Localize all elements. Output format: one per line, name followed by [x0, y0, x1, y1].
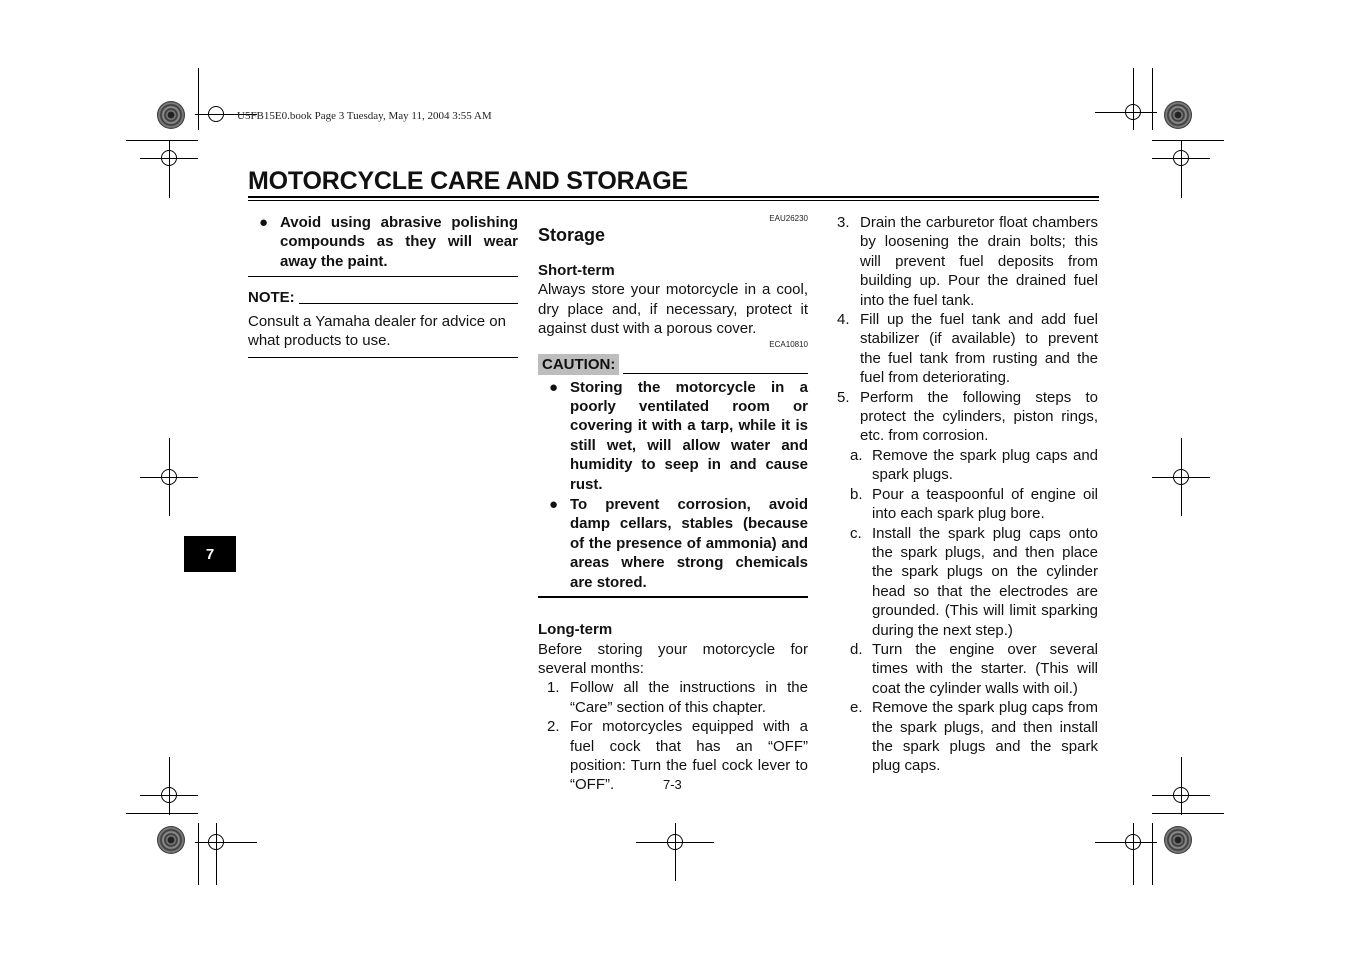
caution-text: To prevent corrosion, avoid damp cellars, stables (because of the presence of ammonia) and areas where strong chemicals are stored.	[570, 496, 808, 591]
storage-heading: Storage	[538, 225, 606, 245]
substep-text: Remove the spark plug caps and spark plugs.	[872, 446, 1098, 484]
color-bar-disc-icon	[1164, 826, 1192, 854]
step-number: 3.	[837, 214, 850, 231]
substep-item	[828, 524, 1098, 640]
step-item	[828, 213, 1098, 310]
registration-mark-icon	[161, 787, 177, 803]
step-item	[828, 388, 1098, 446]
divider	[248, 357, 518, 358]
step-item	[828, 310, 1098, 388]
step-text: Drain the carburetor float chambers by loosening the drain bolts; this will prevent fuel deposits from building up. Pour the drained fuel into the fuel tank.	[860, 214, 1098, 309]
substep-letter: c.	[850, 524, 862, 542]
caution-bullet	[538, 378, 808, 494]
substep-letter: b.	[850, 485, 863, 503]
registration-mark-icon	[667, 834, 683, 850]
substep-text: Pour a teaspoonful of engine oil into each spark plug bore.	[872, 485, 1098, 523]
registration-mark-icon	[1125, 834, 1141, 850]
color-bar-disc-icon	[157, 101, 185, 129]
column-3	[828, 213, 1098, 776]
caution-bullet	[538, 495, 808, 592]
step-number: 2.	[547, 718, 560, 736]
short-term-heading: Short-term	[538, 262, 615, 279]
book-info-slug: U5FB15E0.book Page 3 Tuesday, May 11, 2004 3:55 AM	[237, 110, 492, 122]
registration-mark-icon	[208, 106, 224, 122]
step-text: Follow all the instructions in the “Care” section of this chapter.	[570, 679, 808, 716]
bullet-icon: ●	[549, 378, 559, 396]
page-number: 7-3	[663, 777, 682, 792]
note-rule	[299, 303, 518, 304]
bullet-text: Avoid using abrasive polishing compounds as they will wear away the paint.	[280, 214, 518, 270]
substep-letter: e.	[850, 699, 863, 717]
substep-item	[828, 485, 1098, 524]
note-text: Consult a Yamaha dealer for advice on what products to use.	[248, 312, 506, 350]
caution-rule	[623, 373, 808, 374]
substep-item	[828, 446, 1098, 485]
substep-item	[828, 640, 1098, 698]
step-number: 4.	[837, 311, 850, 329]
caution-header	[538, 354, 808, 375]
chapter-tab: 7	[184, 536, 236, 572]
step-text: Fill up the fuel tank and add fuel stabilizer (if available) to prevent the fuel tank from rusting and the fuel from deteriorating.	[860, 311, 1098, 387]
substep-item	[828, 698, 1098, 776]
title-rule-thin	[248, 200, 1099, 201]
color-bar-disc-icon	[1164, 101, 1192, 129]
step-number: 1.	[547, 679, 560, 697]
step-number: 5.	[837, 388, 850, 406]
registration-mark-icon	[208, 834, 224, 850]
step-item	[538, 678, 808, 717]
substep-letter: d.	[850, 640, 863, 658]
long-term-heading: Long-term	[538, 621, 613, 639]
substep-text: Turn the engine over several times with the starter. (This will coat the cylinder walls with oil.)	[872, 640, 1098, 697]
section-title: MOTORCYCLE CARE AND STORAGE	[248, 167, 688, 195]
note-header	[248, 288, 518, 307]
step-text: For motorcycles equipped with a fuel cock that has an “OFF” position: Turn the fuel cock lever to “OFF”.	[570, 718, 808, 794]
bullet-icon: ●	[549, 496, 559, 514]
long-term-text: Before storing your motorcycle for several months:	[538, 640, 808, 677]
short-term-text: Always store your motorcycle in a cool, dry place and, if necessary, protect it against dust with a porous cover.	[538, 281, 808, 338]
step-text: Perform the following steps to protect the cylinders, piston rings, etc. from corrosion.	[860, 388, 1098, 445]
column-2	[538, 213, 808, 795]
warning-bullet	[248, 213, 518, 271]
note-label: NOTE:	[248, 289, 295, 307]
substep-letter: a.	[850, 446, 863, 464]
reference-code: EAU26230	[769, 214, 808, 223]
column-1	[248, 213, 518, 358]
registration-mark-icon	[161, 469, 177, 485]
substep-text: Remove the spark plug caps from the spark plugs, and then install the spark plugs and the spark plug caps.	[872, 699, 1098, 775]
registration-mark-icon	[1173, 787, 1189, 803]
registration-mark-icon	[1173, 469, 1189, 485]
bullet-icon: ●	[259, 214, 269, 231]
color-bar-disc-icon	[157, 826, 185, 854]
reference-code: ECA10810	[769, 339, 808, 349]
caution-label: CAUTION:	[538, 354, 619, 375]
caution-end-rule	[538, 596, 808, 598]
caution-text: Storing the motorcycle in a poorly ventilated room or covering it with a tarp, while it is still wet, will allow water and humidity to seep in and cause rust.	[570, 378, 808, 493]
substep-text: Install the spark plug caps onto the spark plugs, and then place the spark plugs on the cylinder head so that the electrodes are grounded. (This will limit sparking during the next step.)	[872, 524, 1098, 639]
divider	[248, 276, 518, 277]
title-rule	[248, 196, 1099, 198]
